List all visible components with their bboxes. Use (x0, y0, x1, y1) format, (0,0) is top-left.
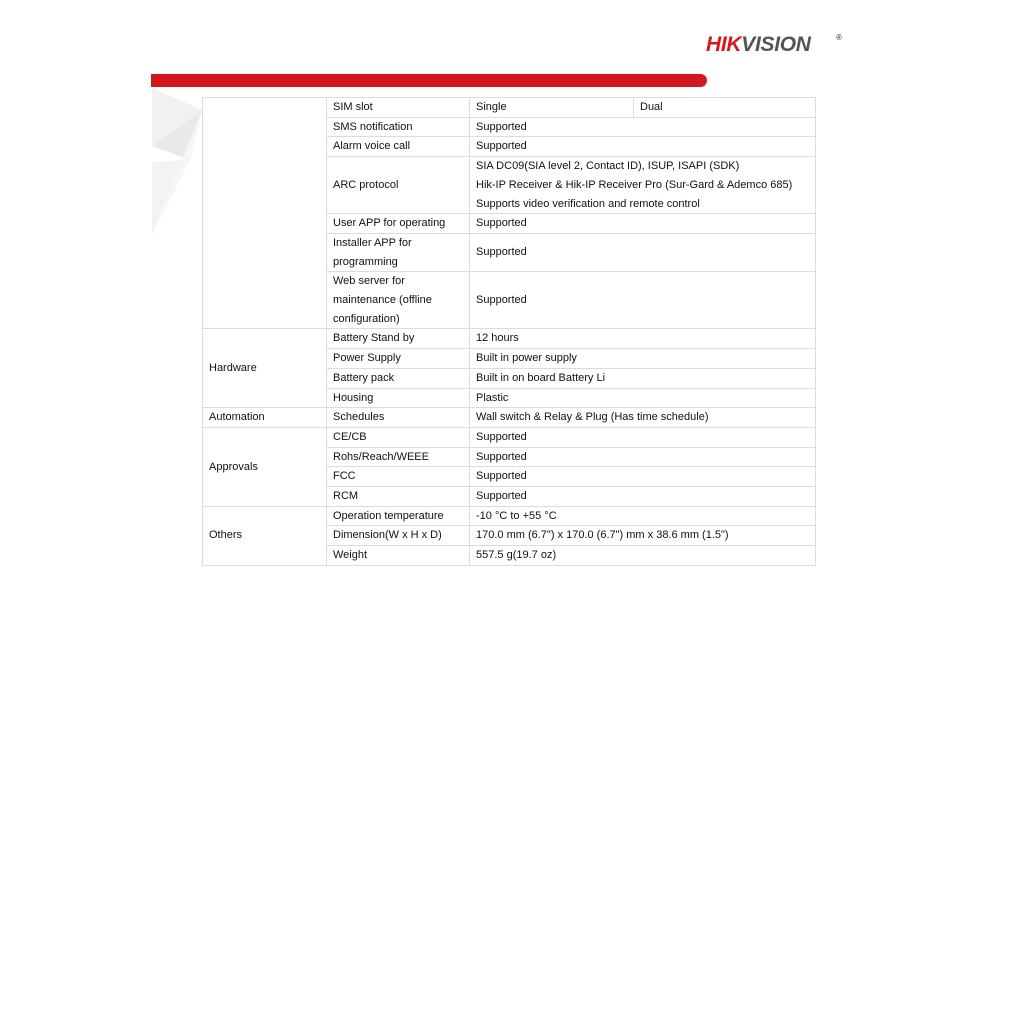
logo-vision-text: VISION (741, 33, 811, 56)
spec-value: Supported (470, 272, 816, 329)
spec-value: -10 °C to +55 °C (470, 506, 816, 526)
category-cell-approvals: Approvals (203, 427, 327, 506)
spec-value: Supported (470, 233, 816, 271)
spec-label (327, 272, 470, 329)
spec-label: SIM slot (327, 98, 470, 118)
label-line: programming (333, 255, 398, 268)
table-row (203, 98, 816, 118)
arc-protocol-line: Hik-IP Receiver & Hik-IP Receiver Pro (Sur-Gard & Ademco 685) (476, 178, 793, 191)
spec-label: Schedules (327, 408, 470, 428)
spec-value: Supported (470, 427, 816, 447)
table-row (203, 408, 816, 428)
spec-value: Plastic (470, 388, 816, 408)
category-cell-automation: Automation (203, 408, 327, 428)
spec-value: Single (470, 98, 634, 118)
arc-protocol-line: Supports video verification and remote control (476, 197, 700, 210)
spec-value: 12 hours (470, 329, 816, 349)
category-cell-others: Others (203, 506, 327, 565)
spec-value: Wall switch & Relay & Plug (Has time schedule) (470, 408, 816, 428)
spec-label: Power Supply (327, 349, 470, 369)
spec-value: Supported (470, 137, 816, 157)
spec-label: FCC (327, 467, 470, 487)
spec-value (470, 157, 816, 214)
spec-label: Housing (327, 388, 470, 408)
spec-label: SMS notification (327, 117, 470, 137)
spec-value: Supported (470, 117, 816, 137)
spec-label: Battery pack (327, 368, 470, 388)
spec-label: Weight (327, 546, 470, 566)
watermark-shape-icon (150, 88, 206, 234)
spec-label: Dimension(W x H x D) (327, 526, 470, 546)
table-row (203, 427, 816, 447)
spec-value: Supported (470, 214, 816, 234)
label-line: configuration) (333, 312, 400, 325)
label-line: maintenance (offline (333, 294, 432, 307)
label-line: Web server for (333, 275, 405, 288)
specification-table (202, 97, 816, 566)
spec-value: Supported (470, 467, 816, 487)
header-accent-bar (151, 74, 707, 87)
spec-value: Built in power supply (470, 349, 816, 369)
spec-value: Supported (470, 447, 816, 467)
spec-label: Operation temperature (327, 506, 470, 526)
hikvision-logo (706, 33, 842, 57)
spec-label: RCM (327, 487, 470, 507)
category-cell-communication (203, 98, 327, 329)
spec-label: ARC protocol (327, 157, 470, 214)
spec-value: Dual (634, 98, 816, 118)
arc-protocol-line: SIA DC09(SIA level 2, Contact ID), ISUP, ISAPI (SDK) (476, 160, 740, 173)
spec-label: Rohs/Reach/WEEE (327, 447, 470, 467)
spec-value: 170.0 mm (6.7") x 170.0 (6.7") mm x 38.6 mm (1.5") (470, 526, 816, 546)
spec-label: Battery Stand by (327, 329, 470, 349)
spec-label: CE/CB (327, 427, 470, 447)
table-row (203, 329, 816, 349)
spec-value: Supported (470, 487, 816, 507)
spec-value: 557.5 g(19.7 oz) (470, 546, 816, 566)
logo-hik-text: HIK (706, 33, 742, 56)
label-line: Installer APP for (333, 236, 412, 249)
spec-value: Built in on board Battery Li (470, 368, 816, 388)
table-row (203, 506, 816, 526)
spec-label (327, 233, 470, 271)
spec-label: Alarm voice call (327, 137, 470, 157)
logo-registered-mark: ® (836, 33, 842, 42)
category-cell-hardware: Hardware (203, 329, 327, 408)
spec-label: User APP for operating (327, 214, 470, 234)
